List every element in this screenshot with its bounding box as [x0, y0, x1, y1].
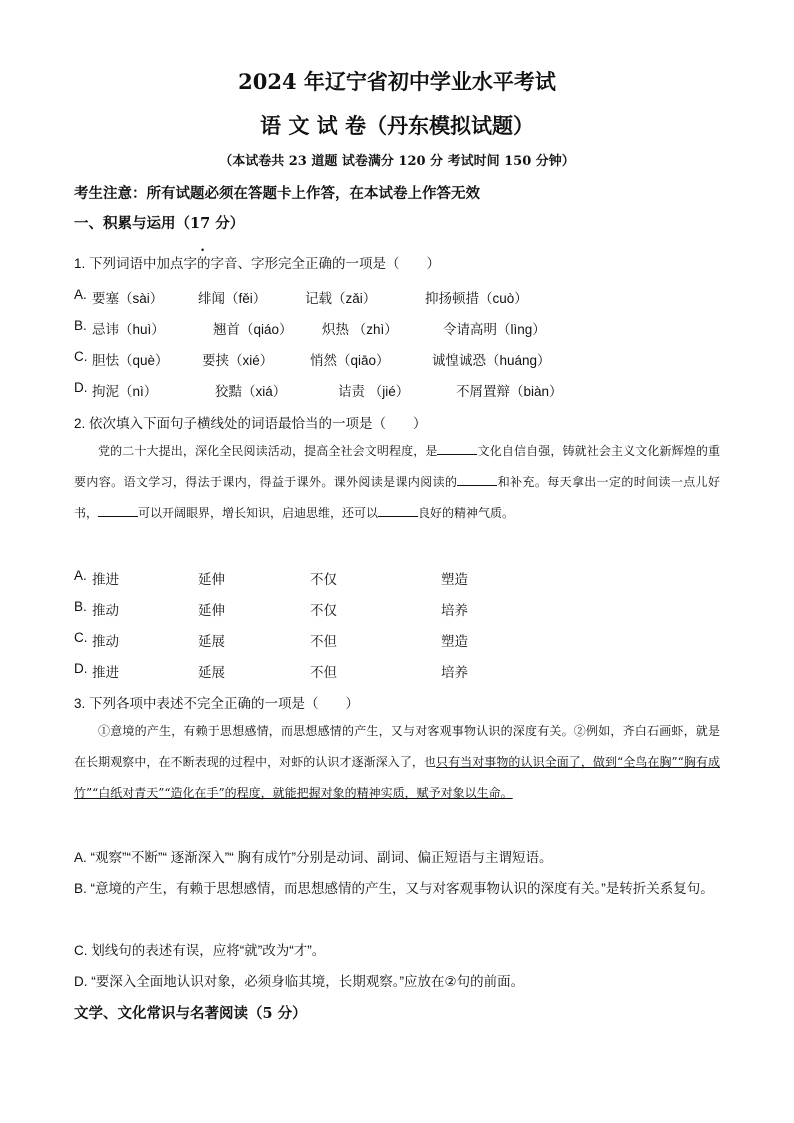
exam-notice: 考生注意：所有试题必须在答题卡上作答，在本试卷上作答无效 [74, 185, 480, 202]
q2-option-c-item: 延展 [198, 634, 225, 649]
q3-option-c: C. 划线句的表述有误，应将“就”改为“才”。 [74, 943, 326, 958]
question-1-stem: 1. 下列词语中加点字的字音、字形完全正确的一项是（ ） [74, 256, 441, 271]
emphasis-mark: 的 [197, 256, 211, 271]
q2-option-d-item: 不但 [310, 665, 337, 680]
q1-option-c-item: 胆怯（què） [92, 353, 169, 368]
q2-option-c-item: 推动 [92, 634, 119, 649]
q2-option-c-item: 塑造 [441, 634, 468, 649]
q3-option-d: D. “要深入全面地认识对象，必须身临其境，长期观察。”应放在②句的前面。 [74, 974, 525, 989]
q2-option-d-item: 延展 [198, 665, 225, 680]
q1-option-c-label: C. [74, 349, 88, 364]
q2-option-b-item: 不仅 [310, 603, 337, 618]
q2-option-d-label: D. [74, 661, 88, 676]
q2-option-d-item: 推进 [92, 665, 119, 680]
q1-option-b-item: 忌讳（huì） [92, 322, 165, 337]
q1-option-c-item: 诚惶诚恐（huáng） [432, 353, 551, 368]
q3-option-b: B. “意境的产生，有赖于思想感情，而思想感情的产生，又与对客观事物认识的深度有关。”是转折关系复句。 [74, 881, 714, 896]
q3-option-a: A. “观察”“不断”“ 逐渐深入”“ 胸有成竹”分别是动词、副词、偏正短语与主谓短语。 [74, 850, 553, 865]
section-1-title: 一、积累与运用（17 分） [74, 215, 245, 232]
q1-option-a-item: 绯闻（fěi） [198, 291, 267, 306]
q1-option-b-item: 翘首（qiáo） [213, 322, 293, 337]
q1-option-b-item: 炽热 （zhì） [322, 322, 398, 337]
question-2-passage: 党的二十大提出，深化全民阅读活动，提高全社会文明程度，是 文化自信自强，铸就社会主义文化新辉煌的重要内容。语文学习，得法于课内，得益于课外。课外阅读是课内阅读的 和补充。每天拿出一定的时间读一点儿好书， 可以开阔眼界，增长知识，启迪思维，还可以 良好的精神气质。 [74, 444, 720, 520]
q1-option-d-label: D. [74, 380, 88, 395]
q1-option-b-item: 令请高明（lìng） [443, 322, 546, 337]
question-2-stem: 2. 依次填入下面句子横线处的词语最恰当的一项是（ ） [74, 416, 427, 431]
q1-option-d-item: 诘责 （jié） [338, 384, 410, 399]
q2-option-c-label: C. [74, 630, 88, 645]
q1-option-c-item: 悄然（qiāo） [310, 353, 390, 368]
q1-option-d-item: 拘泥（nì） [92, 384, 158, 399]
fill-blank [378, 504, 418, 517]
q1-option-d-item: 狡黠（xiá） [215, 384, 287, 399]
fill-blank [457, 473, 497, 486]
fill-blank [437, 442, 477, 455]
question-3-passage: ①意境的产生，有赖于思想感情，而思想感情的产生，又与对客观事物认识的深度有关。②例如，齐白石画虾，就是在长期观察中，在不断表现的过程中，对虾的认识才逐渐深入了，也只有当对事物的认识全面了，做到“全鸟在胸”“胸有成竹”“白纸对青天”“造化在手”的程度，就能把握对象的精神实质，赋予对象以生命。 [74, 724, 720, 800]
q1-option-d-item: 不屑置辩（biàn） [456, 384, 563, 399]
q2-option-a-item: 推进 [92, 572, 119, 587]
q1-option-a-item: 要塞（sài） [92, 291, 164, 306]
q1-option-b-label: B. [74, 318, 87, 333]
fill-blank [98, 504, 138, 517]
exam-info: （本试卷共 23 道题 试卷满分 120 分 考试时间 150 分钟） [219, 154, 575, 169]
exam-subtitle: 语 文 试 卷（丹东模拟试题） [260, 113, 534, 138]
q2-option-a-item: 延伸 [198, 572, 225, 587]
q2-option-b-label: B. [74, 599, 87, 614]
q2-option-d-item: 培养 [441, 665, 468, 680]
question-3-stem: 3. 下列各项中表述不完全正确的一项是（ ） [74, 696, 360, 711]
q2-option-a-item: 不仅 [310, 572, 337, 587]
underlined-sentence: 只有当对事物的认识全面了，做到“全鸟在胸”“胸有成竹”“白纸对青天”“造化在手”的程度，就能把握对象的精神实质，赋予对象以生命。 [74, 755, 720, 800]
q1-option-a-item: 记载（zǎi） [305, 291, 377, 306]
q1-option-a-label: A. [74, 287, 87, 302]
exam-title: 2024 年辽宁省初中学业水平考试 [238, 69, 556, 94]
q2-option-a-item: 塑造 [441, 572, 468, 587]
q1-option-a-item: 抑扬顿措（cuò） [425, 291, 528, 306]
q2-option-b-item: 延伸 [198, 603, 225, 618]
section-2-title: 文学、文化常识与名著阅读（5 分） [74, 1005, 307, 1022]
q1-option-c-item: 要挟（xié） [202, 353, 274, 368]
q2-option-b-item: 培养 [441, 603, 468, 618]
q2-option-c-item: 不但 [310, 634, 337, 649]
q2-option-a-label: A. [74, 568, 87, 583]
q2-option-b-item: 推动 [92, 603, 119, 618]
